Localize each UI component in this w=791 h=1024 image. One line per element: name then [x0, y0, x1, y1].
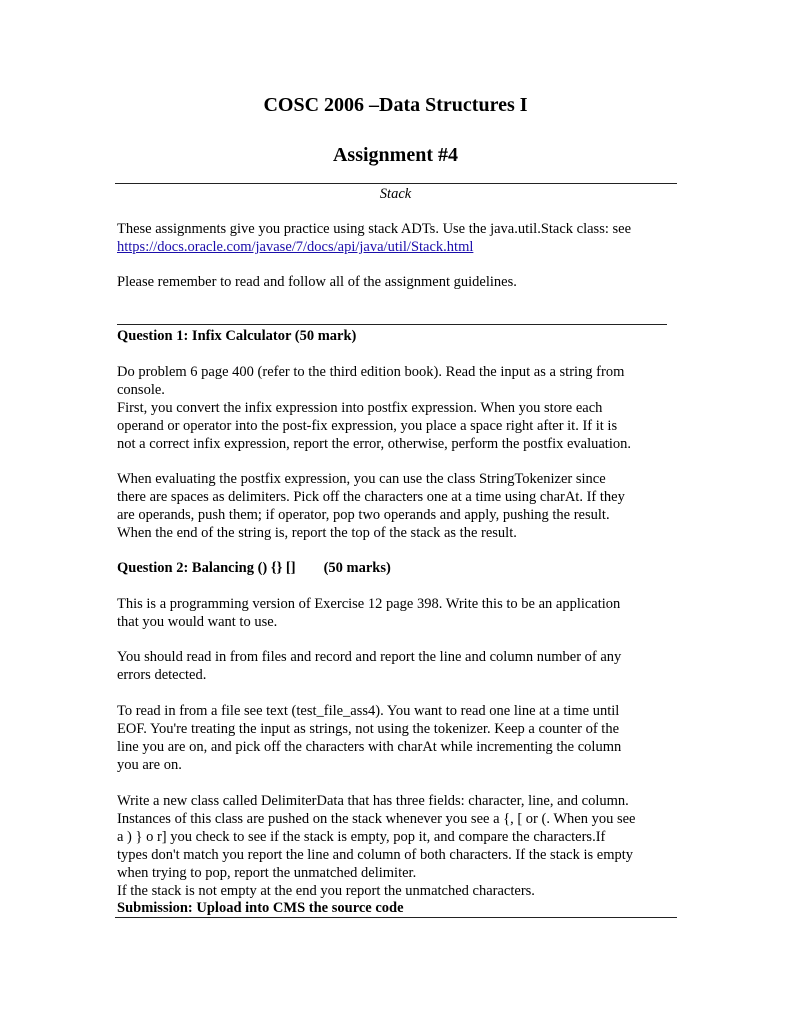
text-line: are operands, push them; if operator, pop two operands and apply, pushing the result.: [117, 507, 610, 523]
q2-paragraph-3: [117, 702, 677, 774]
q2-paragraph-2: [117, 648, 677, 684]
stack-docs-link[interactable]: https://docs.oracle.com/javase/7/docs/api/java/util/Stack.html: [117, 239, 474, 255]
text-line: First, you convert the infix expression into postfix expression. When you store each: [117, 400, 603, 416]
section-divider: [117, 324, 667, 325]
text-line: errors detected.: [117, 667, 207, 683]
intro-paragraph: [117, 220, 677, 256]
text-line: not a correct infix expression, report the error, otherwise, perform the postfix evaluation.: [117, 436, 631, 452]
text-line: Instances of this class are pushed on the stack whenever you see a {, [ or (. When you see: [117, 811, 636, 827]
text-line: there are spaces as delimiters. Pick off the characters one at a time using charAt. If they: [117, 489, 625, 505]
q2-heading-row: [117, 559, 677, 577]
text-line: Do problem 6 page 400 (refer to the third edition book). Read the input as a string from: [117, 364, 625, 380]
text-line: This is a programming version of Exercise 12 page 398. Write this to be an application: [117, 596, 621, 612]
text-line: line you are on, and pick off the characters with charAt while incrementing the column: [117, 739, 622, 755]
text-line: when trying to pop, report the unmatched delimiter.: [117, 865, 417, 881]
text-line: If the stack is not empty at the end you report the unmatched characters.: [117, 883, 535, 899]
assignment-title: Assignment #4: [332, 144, 458, 166]
text-line: When evaluating the postfix expression, you can use the class StringTokenizer since: [117, 471, 606, 487]
q2-marks: (50 marks): [323, 560, 391, 576]
header-divider: [115, 183, 677, 184]
text-line: EOF. You're treating the input as strings, not using the tokenizer. Keep a counter of the: [117, 721, 620, 737]
q2-paragraph-1: [117, 595, 677, 631]
text-line: a ) } o r] you check to see if the stack is empty, pop it, and compare the characters.If: [117, 829, 606, 845]
reminder-text: Please remember to read and follow all of the assignment guidelines.: [117, 274, 517, 290]
q2-paragraph-4: [117, 792, 677, 900]
footer-divider: [115, 917, 677, 918]
q1-paragraph-2: [117, 470, 677, 542]
q1-paragraph-1: [117, 363, 677, 453]
text-line: You should read in from files and record and report the line and column number of any: [117, 649, 622, 665]
text-line: that you would want to use.: [117, 614, 278, 630]
text-line: When the end of the string is, report the top of the stack as the result.: [117, 525, 517, 541]
text-line: types don't match you report the line and column of both characters. If the stack is empty: [117, 847, 634, 863]
intro-line: These assignments give you practice using stack ADTs. Use the java.util.Stack class: see: [117, 221, 632, 237]
text-line: operand or operator into the post-fix expression, you place a space right after it. If it is: [117, 418, 618, 434]
text-line: To read in from a file see text (test_file_ass4). You want to read one line at a time until: [117, 703, 620, 719]
submission-note: Submission: Upload into CMS the source code: [117, 900, 404, 916]
q2-heading: Question 2: Balancing () {} []: [117, 560, 296, 576]
q1-heading: Question 1: Infix Calculator (50 mark): [117, 328, 357, 344]
course-title: COSC 2006 –Data Structures I: [263, 94, 528, 116]
text-line: Write a new class called DelimiterData that has three fields: character, line, and column.: [117, 793, 629, 809]
text-line: you are on.: [117, 757, 182, 773]
text-line: console.: [117, 382, 165, 398]
subtitle: Stack: [379, 186, 412, 202]
